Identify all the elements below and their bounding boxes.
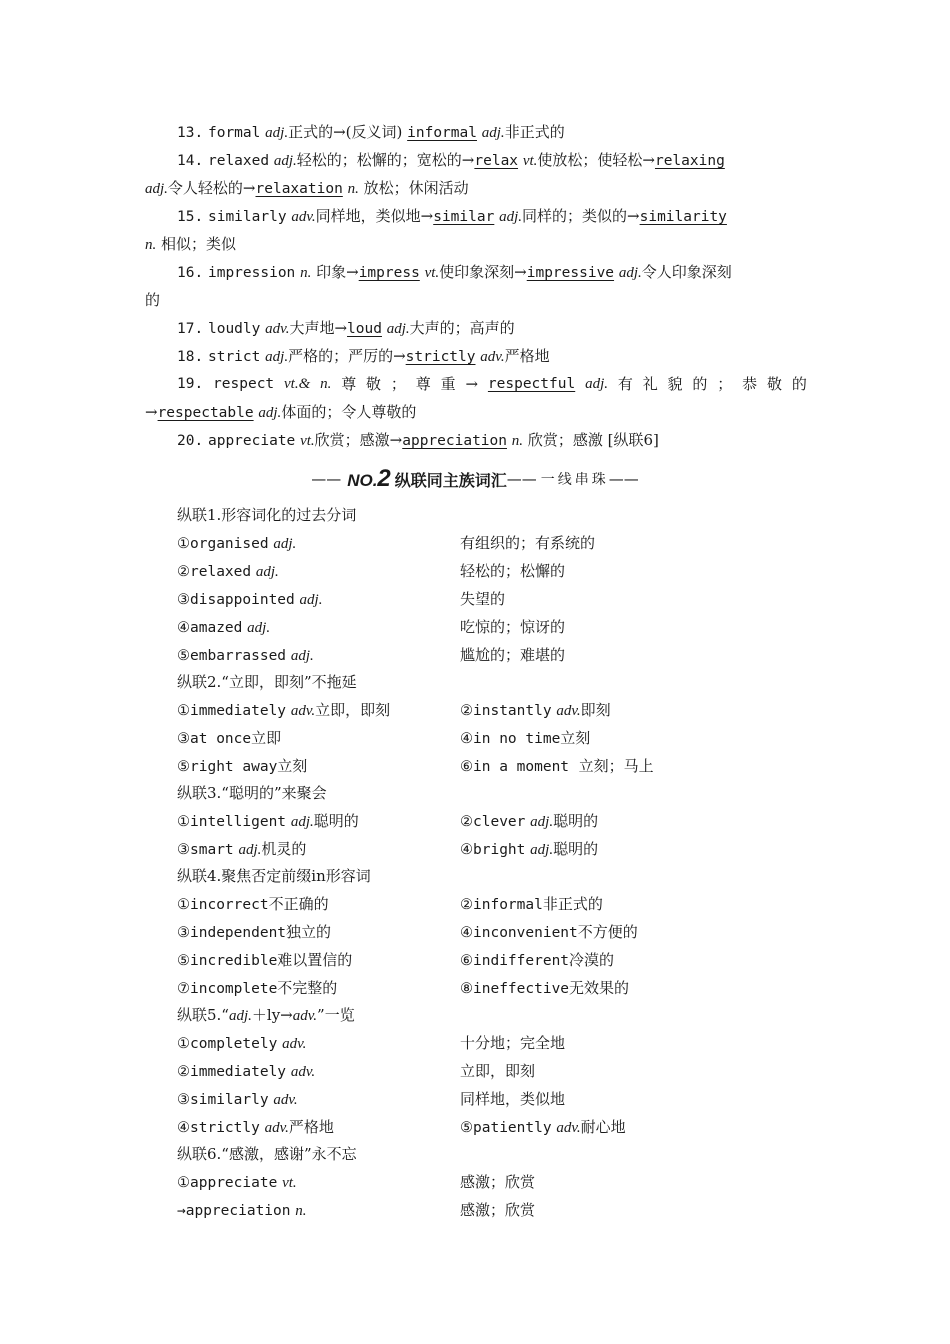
headword: formal (207, 125, 261, 141)
answer-word: relaxation (255, 181, 343, 197)
entry-19 (177, 374, 807, 394)
part-of-speech: n. (300, 265, 312, 281)
word: ③similarly (177, 1092, 269, 1108)
answer-word: relax (474, 153, 519, 169)
banner-dash-left: —— (311, 470, 342, 488)
group-row (177, 645, 839, 666)
meaning-char: 的 (791, 375, 807, 393)
group-row (177, 700, 839, 721)
group-row (177, 756, 839, 777)
meaning-char: 敬 (366, 375, 382, 393)
section-subtitle: 一线串珠 (540, 472, 609, 488)
entry-number: 15. (177, 209, 204, 225)
part-of-speech: vt. (300, 433, 315, 449)
part-of-speech: adv. (264, 1120, 289, 1136)
meaning: 聪明的 (553, 812, 599, 830)
word: ⑥in a moment (460, 759, 570, 775)
meaning: 耐心地 (580, 1118, 626, 1136)
meaning: 严格的；严厉的→ (288, 347, 406, 365)
entry-16-cont (145, 290, 807, 310)
word: ⑤incredible (177, 953, 278, 969)
title-part: ”一览 (317, 1006, 355, 1024)
answer-word: impress (358, 265, 420, 281)
meaning: 感激；欣赏 (460, 1201, 536, 1219)
entry-16 (145, 262, 839, 283)
part-of-speech: n. (347, 181, 359, 197)
group-row (177, 1089, 839, 1110)
meaning-char: 尊 (341, 375, 357, 393)
entry-number: 20. (177, 433, 204, 449)
title-part: adj. (228, 1008, 252, 1024)
part-of-speech: adv. (290, 1064, 316, 1080)
headword: strict (207, 349, 261, 365)
meaning: 不方便的 (577, 923, 638, 941)
headword: similarly (207, 209, 287, 225)
part-of-speech: n. (295, 1203, 307, 1219)
meaning-char: 的 (692, 375, 708, 393)
part-of-speech: n. (511, 433, 524, 449)
meaning: 无效果的 (569, 979, 630, 997)
part-of-speech: adj. (299, 592, 323, 608)
headword: appreciate (207, 433, 296, 449)
word: ⑤patiently (460, 1120, 552, 1136)
part-of-speech: adj. (273, 536, 297, 552)
part-of-speech: n. (145, 237, 157, 253)
entry-15 (145, 206, 839, 227)
meaning: 体面的；令人尊敬的 (281, 403, 417, 421)
entry-13 (145, 122, 839, 143)
title-part: adv. (292, 1008, 318, 1024)
group-row (177, 894, 839, 915)
headword: respect (213, 376, 275, 392)
meaning: 聪明的 (313, 812, 359, 830)
meaning: 印象→ (316, 263, 359, 281)
word: ④inconvenient (460, 925, 578, 941)
group-row (177, 811, 839, 832)
part-of-speech: vt. (424, 265, 440, 281)
answer-word: strictly (405, 349, 476, 365)
group-row (177, 978, 839, 999)
title-part: 纵联5.“ (177, 1006, 229, 1024)
word: ①intelligent (177, 814, 287, 830)
meaning: 轻松的；松懈的；宽松的→ (296, 151, 475, 169)
headword: loudly (207, 321, 261, 337)
meaning: 非正式的 (542, 895, 603, 913)
word: ③disappointed (177, 592, 295, 608)
meaning: 难以置信的 (277, 951, 353, 969)
part-of-speech: adj. (585, 376, 608, 392)
word: →appreciation (177, 1203, 291, 1219)
part-of-speech: vt. (282, 1175, 297, 1191)
answer-word: relaxing (654, 153, 725, 169)
meaning: 令人印象深刻 (641, 263, 732, 281)
part-of-speech: adv. (556, 703, 581, 719)
group-title: 纵联4.聚焦否定前缀in形容词 (177, 867, 371, 885)
group-row (177, 728, 839, 749)
entry-number: 16. (177, 265, 204, 281)
part-of-speech: adv. (290, 703, 316, 719)
part-of-speech: adv. (480, 349, 505, 365)
entry-14-cont (145, 178, 807, 199)
meaning: 立即，即刻 (315, 701, 391, 719)
word: ④bright (460, 842, 526, 858)
part-of-speech: adj. (265, 125, 289, 141)
group-row (177, 1117, 839, 1138)
arrow: → (145, 403, 158, 421)
section-banner (270, 466, 680, 492)
entry-19-cont (145, 402, 807, 423)
entry-number: 13. (177, 125, 204, 141)
banner-dash-mid: —— (506, 470, 537, 488)
entry-number: 18. (177, 349, 204, 365)
meaning: 失望的 (460, 590, 506, 608)
meaning-char: 恭 (742, 375, 758, 393)
meaning: 吃惊的；惊讶的 (460, 618, 566, 636)
meaning: 正式的→(反义词) (288, 123, 403, 141)
part-of-speech: vt. (522, 153, 538, 169)
meaning-char: 敬 (766, 375, 782, 393)
word: ②relaxed (177, 564, 252, 580)
entry-14 (145, 150, 839, 171)
part-of-speech: adj. (530, 814, 554, 830)
meaning: 有组织的；有系统的 (460, 534, 596, 552)
word: ③independent (177, 925, 287, 941)
meaning: 不完整的 (277, 979, 338, 997)
part-of-speech: adj. (255, 564, 279, 580)
meaning: 严格地 (288, 1118, 334, 1136)
section-number-prefix: NO. (347, 471, 378, 490)
word: ①completely (177, 1036, 278, 1052)
part-of-speech: adj. (247, 620, 271, 636)
group-row (177, 839, 839, 860)
part-of-speech: adj. (265, 349, 289, 365)
part-of-speech: adj. (618, 265, 642, 281)
section-number (347, 465, 391, 493)
group-row (177, 533, 839, 554)
entry-number: 19. (177, 376, 204, 392)
cross-reference: [纵联6] (607, 431, 659, 449)
meaning: 使印象深刻→ (439, 263, 527, 281)
group-row (177, 589, 839, 610)
meaning: 严格地 (504, 347, 550, 365)
meaning: 同样地，类似地→ (315, 207, 434, 225)
meaning: 欣赏；感激→ (314, 431, 403, 449)
word: ③at once (177, 731, 252, 747)
meaning: 放松；休闲活动 (363, 179, 469, 197)
group-title (177, 1005, 839, 1026)
meaning: 感激；欣赏 (460, 1173, 536, 1191)
answer-word: respectful (487, 376, 576, 392)
word: ④in no time (460, 731, 561, 747)
part-of-speech: vt.& (284, 376, 311, 392)
arrow: → (465, 375, 479, 393)
group-row (177, 1033, 839, 1054)
meaning: 立刻 (560, 729, 591, 747)
answer-word: informal (407, 125, 477, 141)
word: ②informal (460, 897, 543, 913)
meaning: 同样地，类似地 (460, 1090, 566, 1108)
group-row (177, 617, 839, 638)
word: ⑤right away (177, 759, 278, 775)
part-of-speech: adj. (145, 181, 168, 197)
group-title: 纵联1.形容词化的过去分词 (177, 506, 357, 524)
group-row (177, 922, 839, 943)
meaning-char: 貌 (667, 375, 683, 393)
part-of-speech: adj. (530, 842, 554, 858)
section-number-digit: 2 (377, 465, 391, 492)
meaning: 尴尬的；难堪的 (460, 646, 566, 664)
meaning: 相似；类似 (161, 235, 237, 253)
part-of-speech: adj. (273, 153, 297, 169)
group-title: 纵联3.“聪明的”来聚会 (177, 784, 327, 802)
part-of-speech: adv. (273, 1092, 298, 1108)
meaning-char: ； (717, 375, 733, 393)
word: ①immediately (177, 703, 287, 719)
meaning: 大声的；高声的 (409, 319, 515, 337)
word: ⑦incomplete (177, 981, 278, 997)
answer-word: respectable (157, 405, 254, 421)
word: ⑤embarrassed (177, 648, 287, 664)
word: ②clever (460, 814, 526, 830)
entry-17 (145, 318, 839, 339)
word: ⑧ineffective (460, 981, 570, 997)
answer-word: appreciation (402, 433, 507, 449)
meaning: 机灵的 (261, 840, 307, 858)
word: ③smart (177, 842, 234, 858)
meaning: 非正式的 (504, 123, 565, 141)
part-of-speech: adj. (290, 648, 314, 664)
part-of-speech: adj. (290, 814, 314, 830)
entry-number: 14. (177, 153, 204, 169)
part-of-speech: adj. (258, 405, 282, 421)
group-title: 纵联6.“感激，感谢”永不忘 (177, 1145, 357, 1163)
meaning-char: 重 (440, 375, 456, 393)
part-of-speech: adv. (556, 1120, 581, 1136)
word: ②instantly (460, 703, 552, 719)
word: ④amazed (177, 620, 243, 636)
entry-15-cont (145, 234, 807, 255)
meaning: 同样的；类似的→ (522, 207, 640, 225)
meaning: 立即，即刻 (460, 1062, 536, 1080)
answer-word: loud (347, 321, 382, 337)
part-of-speech: adj. (238, 842, 262, 858)
meaning: 冷漠的 (569, 951, 615, 969)
meaning-char: 有 (617, 375, 633, 393)
group-row (177, 561, 839, 582)
entry-18 (145, 346, 839, 367)
word: ⑥indifferent (460, 953, 570, 969)
group-row (177, 950, 839, 971)
word: ①organised (177, 536, 269, 552)
meaning: 使放松；使轻松→ (537, 151, 655, 169)
meaning: 聪明的 (553, 840, 599, 858)
word: ④strictly (177, 1120, 260, 1136)
group-row (177, 1200, 839, 1221)
part-of-speech: adv. (291, 209, 316, 225)
meaning-char: ； (390, 375, 406, 393)
answer-word: similar (433, 209, 495, 225)
headword: impression (207, 265, 296, 281)
meaning: 轻松的；松懈的 (460, 562, 566, 580)
part-of-speech: adj. (481, 125, 505, 141)
meaning: 的 (145, 291, 161, 309)
part-of-speech: n. (320, 376, 332, 392)
meaning: 令人轻松的→ (167, 179, 256, 197)
word: ②immediately (177, 1064, 287, 1080)
part-of-speech: adv. (265, 321, 290, 337)
meaning: 十分地；完全地 (460, 1034, 566, 1052)
headword: relaxed (207, 153, 270, 169)
part-of-speech: adv. (282, 1036, 307, 1052)
group-row (177, 1061, 839, 1082)
word: ①incorrect (177, 897, 269, 913)
group-row (177, 1172, 839, 1193)
meaning: 欣赏；感激 (527, 431, 603, 449)
answer-word: impressive (526, 265, 615, 281)
meaning: 大声地→ (289, 319, 348, 337)
answer-word: similarity (639, 209, 727, 225)
part-of-speech: adj. (386, 321, 410, 337)
word: ①appreciate (177, 1175, 278, 1191)
section-title: 纵联同主族词汇 (394, 470, 507, 490)
meaning: 不正确的 (268, 895, 329, 913)
meaning-char: 礼 (642, 375, 658, 393)
title-part: ＋ly→ (251, 1006, 293, 1024)
entry-number: 17. (177, 321, 204, 337)
meaning-char: 尊 (415, 375, 431, 393)
meaning: 即刻 (580, 701, 611, 719)
banner-dash-right: —— (608, 470, 639, 488)
entry-20 (145, 430, 839, 451)
meaning: 立即 (251, 729, 282, 747)
meaning: 立刻；马上 (578, 757, 654, 775)
meaning: 立刻 (277, 757, 308, 775)
group-title: 纵联2.“立即，即刻”不拖延 (177, 673, 357, 691)
meaning: 独立的 (286, 923, 332, 941)
part-of-speech: adj. (499, 209, 523, 225)
